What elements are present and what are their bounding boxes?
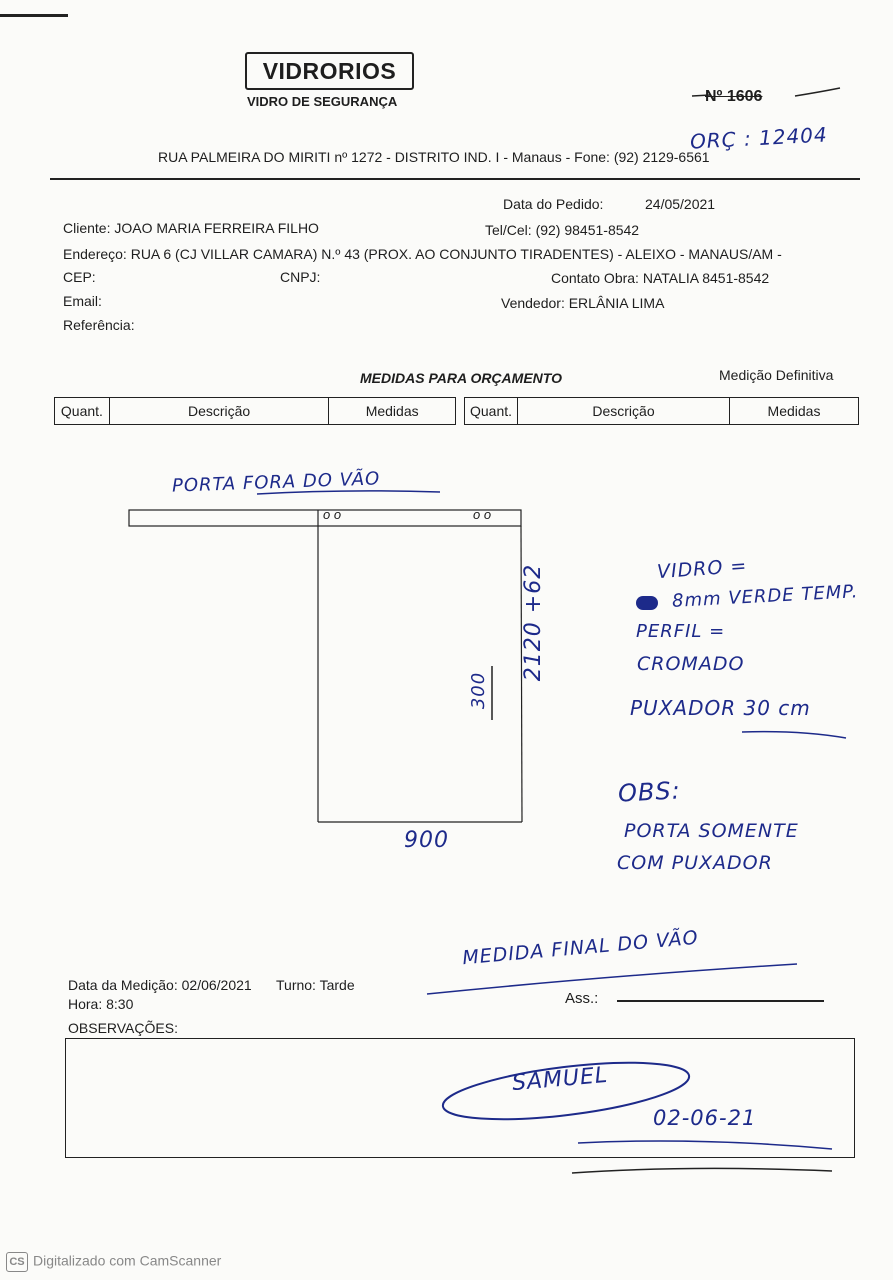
scanner-text: Digitalizado com CamScanner <box>33 1252 222 1269</box>
measurement-date: Data da Medição: 02/06/2021 <box>68 977 252 993</box>
client-name: Cliente: JOAO MARIA FERREIRA FILHO <box>63 220 319 236</box>
corner-mark <box>0 14 68 17</box>
col-descricao: Descrição <box>518 398 730 424</box>
measures-table-left <box>54 397 456 425</box>
seller-name: Vendedor: ERLÂNIA LIMA <box>501 295 665 311</box>
door-width: 900 <box>404 828 449 853</box>
note-glass-spec: 8mm VERDE TEMP. <box>671 581 859 612</box>
obs-label: OBS: <box>617 776 682 808</box>
obs-line-2: COM PUXADOR <box>617 852 773 874</box>
measurement-shift: Turno: Tarde <box>276 977 355 993</box>
signature-label: Ass.: <box>565 990 599 1007</box>
note-glass-label: VIDRO = <box>656 554 749 584</box>
note-profile-spec: CROMADO <box>637 653 745 675</box>
measures-title: MEDIDAS PARA ORÇAMENTO <box>360 370 562 386</box>
company-logo: VIDRORIOS <box>245 52 414 90</box>
cnpj-label: CNPJ: <box>280 269 321 285</box>
signature-line <box>617 1000 824 1002</box>
col-descricao: Descrição <box>110 398 329 424</box>
note-handle-spec: PUXADOR 30 cm <box>630 696 811 720</box>
budget-number: ORÇ : 12404 <box>689 122 829 154</box>
reference-label: Referência: <box>63 317 135 333</box>
col-medidas: Medidas <box>365 403 419 419</box>
sketch-label-underline <box>255 486 445 498</box>
door-sketch <box>120 500 540 830</box>
header-divider <box>50 178 860 180</box>
scanner-watermark <box>6 1252 221 1272</box>
company-tagline: VIDRO DE SEGURANÇA <box>247 94 398 109</box>
col-quant: Quant. <box>465 398 518 424</box>
sketch-top-label: PORTA FORA DO VÃO <box>171 468 381 497</box>
measurement-status: Medição Definitiva <box>719 367 834 383</box>
signature-underlines <box>570 1135 840 1180</box>
order-date-label: Data do Pedido: <box>503 196 604 212</box>
client-phone: Tel/Cel: (92) 98451-8542 <box>485 222 640 238</box>
cep-label: CEP: <box>63 269 96 285</box>
strike-scribble <box>690 82 850 108</box>
measurement-time: Hora: 8:30 <box>68 996 134 1012</box>
signature-date: 02-06-21 <box>653 1106 757 1130</box>
ink-blot-icon <box>636 596 658 610</box>
final-measure-note: MEDIDA FINAL DO VÃO <box>461 926 700 970</box>
obs-line-1: PORTA SOMENTE <box>624 820 799 842</box>
observations-label: OBSERVAÇÕES: <box>68 1020 178 1036</box>
signature-name: SAMUEL <box>511 1062 610 1097</box>
measures-table-right <box>464 397 859 425</box>
document-number: Nº 1606 <box>705 88 763 105</box>
door-holes-left: o o <box>323 507 342 522</box>
note-underline <box>740 726 850 742</box>
door-height: 2120 +62 <box>521 563 547 682</box>
email-label: Email: <box>63 293 102 309</box>
handle-length: 300 <box>468 671 490 710</box>
site-contact: Contato Obra: NATALIA 8451-8542 <box>551 270 770 286</box>
col-quant: Quant. <box>55 398 110 424</box>
door-holes-right: o o <box>473 507 492 522</box>
final-note-underline <box>425 960 805 1000</box>
note-profile-label: PERFIL = <box>636 621 726 642</box>
order-date: 24/05/2021 <box>645 196 716 212</box>
client-address: Endereço: RUA 6 (CJ VILLAR CAMARA) N.º 43 (PROX. AO CONJUNTO TIRADENTES) - ALEIXO - MANAUS/AM - <box>63 246 782 262</box>
company-address: RUA PALMEIRA DO MIRITI nº 1272 - DISTRITO IND. I - Manaus - Fone: (92) 2129-6561 <box>158 149 710 165</box>
col-medidas: Medidas <box>767 403 821 419</box>
camscanner-icon: CS <box>6 1252 28 1272</box>
